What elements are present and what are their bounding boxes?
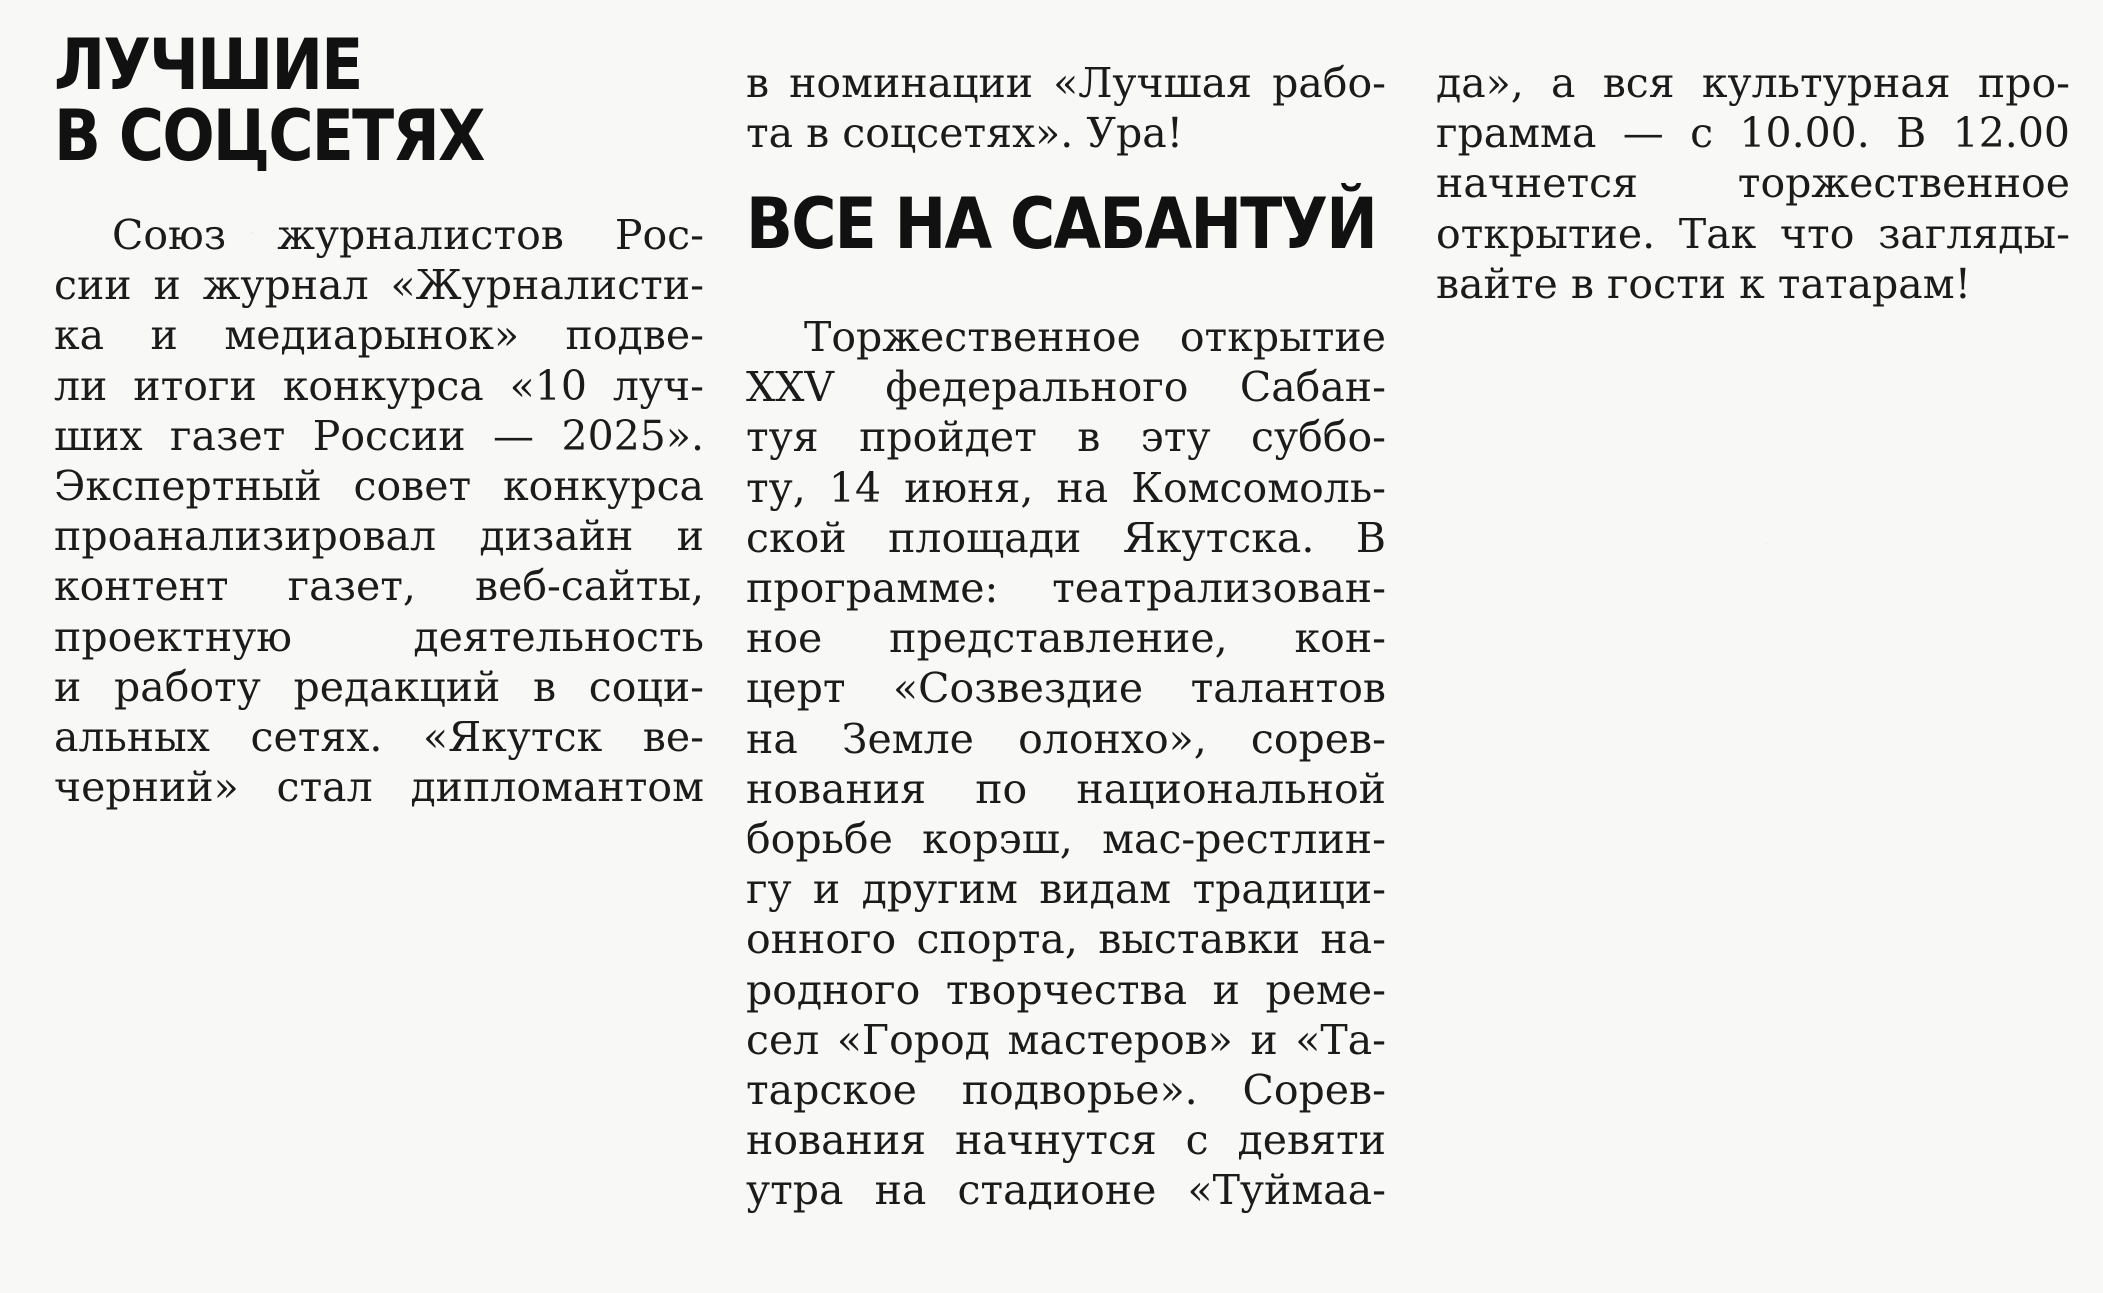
column-1 bbox=[54, 0, 704, 1293]
article-1-headline-line: ЛУЧШИЕ bbox=[54, 24, 362, 106]
article-1-body-line: ка и медиарынок» подве- bbox=[54, 311, 704, 360]
article-2-body-line: утра на стадионе «Туймаа- bbox=[746, 1166, 1386, 1215]
article-2-headline bbox=[746, 183, 1377, 265]
article-1-body-line: контент газет, веб-сайты, bbox=[54, 562, 704, 611]
article-2-body-line: онного спорта, выставки на- bbox=[746, 915, 1386, 964]
article-2-body-line: нования по национальной bbox=[746, 764, 1386, 813]
article-2-body-line: ное представление, кон- bbox=[746, 614, 1386, 663]
article-2-body-line: борьбе корэш, мас-рестлин- bbox=[746, 815, 1386, 864]
article-1-body-line: черний» стал дипломантом bbox=[54, 763, 704, 812]
article-2-body-line: сел «Город мастеров» и «Та- bbox=[746, 1015, 1386, 1064]
article-1-body-line: альных сетях. «Якутск ве- bbox=[54, 713, 704, 762]
article-1-body-line: ли итоги конкурса «10 луч- bbox=[54, 361, 704, 410]
article-2-body-line: тарское подворье». Сорев- bbox=[746, 1066, 1386, 1115]
article-1-body-line: и работу редакций в соци- bbox=[54, 662, 704, 711]
article-1-body-line: проанализировал дизайн и bbox=[54, 512, 704, 561]
article-1-continuation-line: та в соцсетях». Ура! bbox=[746, 109, 1184, 158]
article-1-body-line: проектную деятельность bbox=[54, 612, 704, 661]
article-2-body-line: нования начнутся с девяти bbox=[746, 1116, 1386, 1165]
article-2-body-line: гу и другим видам традици- bbox=[746, 865, 1386, 914]
article-2-headline-line: ВСЕ НА САБАНТУЙ bbox=[746, 183, 1377, 265]
article-2-continuation-line: грамма — с 10.00. В 12.00 bbox=[1436, 109, 2070, 158]
article-1-body-line: сии и журнал «Журналисти- bbox=[54, 261, 704, 310]
article-2-body-line: церт «Созвездие талантов bbox=[746, 664, 1386, 713]
article-2-body-line: Торжественное открытие bbox=[804, 313, 1386, 361]
article-1-body-line: Экспертный совет конкурса bbox=[54, 462, 704, 511]
article-2-continuation bbox=[1436, 58, 2070, 309]
article-1-headline-line: В СОЦСЕТЯХ bbox=[54, 95, 484, 177]
article-2-continuation-line: да», а вся культурная про- bbox=[1436, 59, 2070, 107]
article-1-continuation bbox=[746, 58, 1386, 158]
article-2-body-line: туя пройдет в эту суббо- bbox=[746, 413, 1386, 462]
article-2-continuation-line: вайте в гости к татарам! bbox=[1436, 259, 1972, 308]
article-2-body bbox=[746, 312, 1386, 1216]
article-2-body-line: ской площади Якутска. В bbox=[746, 513, 1386, 562]
article-2-body-line: программе: театрализован- bbox=[746, 564, 1386, 613]
column-2 bbox=[746, 0, 1391, 1293]
article-2-continuation-line: начнется торжественное bbox=[1436, 159, 2070, 208]
article-2-body-line: ту, 14 июня, на Комсомоль- bbox=[746, 463, 1386, 512]
article-2-body-line: на Земле олонхо», сорев- bbox=[746, 714, 1386, 763]
article-1-headline bbox=[54, 24, 484, 177]
article-2-body-line: XXV федерального Сабан- bbox=[746, 363, 1386, 412]
article-2-continuation-line: открытие. Так что загляды- bbox=[1436, 209, 2070, 258]
article-1-body-line: Союз журналистов Рос- bbox=[112, 211, 704, 259]
article-1-body bbox=[54, 210, 704, 812]
article-1-continuation-line: в номинации «Лучшая рабо- bbox=[746, 59, 1386, 107]
article-2-body-line: родного творчества и реме- bbox=[746, 965, 1386, 1014]
article-1-body-line: ших газет России — 2025». bbox=[54, 411, 704, 460]
column-3 bbox=[1436, 0, 2071, 1293]
